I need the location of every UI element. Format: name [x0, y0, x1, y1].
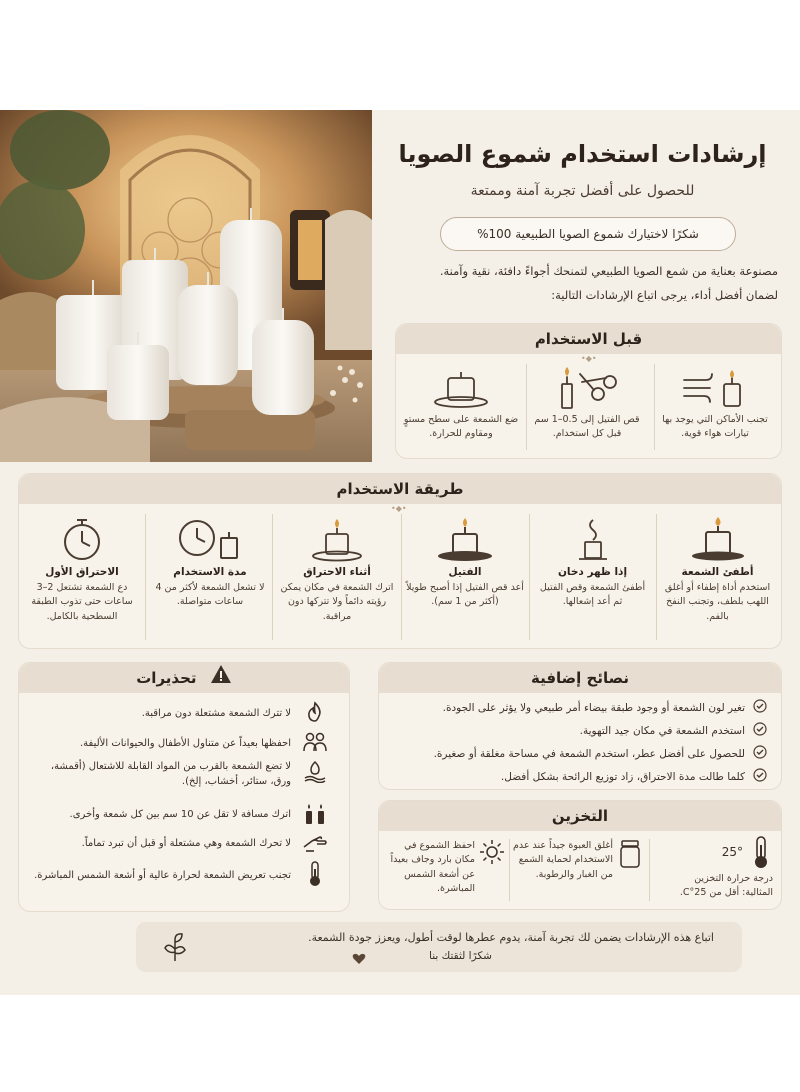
- usage-item-text: أطفئ الشمعة وقص الفتيل ثم أعد إشعالها.: [539, 582, 646, 608]
- tip-text: كلما طالت مدة الاحتراق، زاد توزيع الرائحة بشكل أفضل.: [500, 770, 745, 783]
- candle-snuffer-icon: [688, 516, 748, 562]
- usage-item-title: الاحتراق الأول: [45, 566, 119, 578]
- sun-icon: [479, 839, 505, 865]
- usage-item-first-burn: [23, 516, 141, 624]
- scissors-wick-icon: [552, 364, 622, 410]
- warning-text: تجنب تعريض الشمعة لحرارة عالية أو أشعة الشمس المباشرة.: [34, 870, 291, 881]
- warning-row: [33, 731, 329, 756]
- divider: [526, 364, 527, 450]
- usage-item-title: مدة الاستخدام: [173, 566, 247, 578]
- storage-text: درجة حرارة التخزين المثالية: أقل من 25°C.: [679, 873, 773, 899]
- usage-item-title: إذا ظهر دخان: [557, 566, 628, 578]
- page-title: إرشادات استخدام شموع الصويا: [398, 140, 767, 168]
- divider: [656, 514, 657, 640]
- warnings-header: [19, 663, 349, 693]
- usage-item-text: دع الشمعة تشتعل 2–3 ساعات حتى تذوب الطبقة السطحية بالكامل.: [31, 582, 133, 622]
- before-use-title: قبل الاستخدام: [396, 324, 781, 354]
- clock-candle-icon: [175, 516, 245, 562]
- usage-item-extinguish: [660, 516, 775, 624]
- family-icon: [301, 731, 329, 756]
- storage-panel: [378, 800, 782, 910]
- check-icon: [753, 768, 767, 785]
- tip-row: [393, 699, 767, 716]
- check-icon: [753, 699, 767, 716]
- warning-row: [33, 759, 329, 795]
- storage-item-temperature: [663, 835, 773, 901]
- wick-candle-icon: [435, 516, 495, 562]
- usage-item-title: الفتيل: [448, 566, 482, 578]
- divider-ornament: •◆•: [391, 504, 407, 513]
- tip-text: للحصول على أفضل عطر، استخدم الشمعة في مساحة مغلقة أو صغيرة.: [433, 747, 745, 760]
- heart-icon: [352, 953, 366, 965]
- temperature-badge: 25°: [721, 845, 743, 859]
- before-use-panel: [395, 323, 782, 459]
- intro-line-2: لضمان أفضل أداء، يرجى اتباع الإرشادات التالية:: [551, 288, 778, 302]
- storage-item-jar: [511, 839, 641, 882]
- warning-row: [33, 861, 329, 890]
- storage-title: التخزين: [379, 801, 781, 831]
- footer-line-2: شكرًا لثقتك بنا: [429, 950, 492, 962]
- warning-text: لا تضع الشمعة بالقرب من المواد القابلة للاشتعال (أقمشة، ورق، ستائر، أخشاب، إلخ).: [50, 761, 291, 787]
- divider: [509, 839, 510, 901]
- tip-row: [393, 768, 767, 785]
- before-use-text: قص الفتيل إلى 0.5–1 سم قبل كل استخدام.: [534, 414, 640, 440]
- burning-candle-icon: [307, 516, 367, 562]
- warning-text: لا تترك الشمعة مشتعلة دون مراقبة.: [141, 708, 291, 719]
- warnings-panel: [18, 662, 350, 912]
- warning-icon: [210, 664, 232, 694]
- warning-text: اترك مسافة لا تقل عن 10 سم بين كل شمعة وأخرى.: [69, 809, 291, 820]
- before-use-text: ضع الشمعة على سطح مستوٍ ومقاوم للحرارة.: [403, 414, 519, 440]
- smoke-candle-icon: [563, 516, 623, 562]
- usage-item-wick: [405, 516, 525, 610]
- usage-item-text: استخدم أداة إطفاء أو أغلق اللهب بلطف، وتجنب النفخ بالفم.: [664, 582, 771, 622]
- hand-icon: [301, 831, 329, 856]
- storage-item-sun: [381, 839, 505, 896]
- usage-item-title: أثناء الاحتراق: [303, 566, 371, 578]
- warnings-title: تحذيرات: [136, 669, 197, 687]
- flame-icon: [301, 701, 329, 726]
- usage-item-burning: [277, 516, 397, 624]
- thermometer-icon: [749, 835, 773, 869]
- usage-item-text: اترك الشمعة في مكان يمكن رؤيته دائماً ولا تتركها دون مراقبة.: [280, 582, 394, 622]
- thermometer-icon: [301, 861, 329, 890]
- page-subtitle: للحصول على أفضل تجربة آمنة وممتعة: [470, 183, 695, 199]
- divider: [272, 514, 273, 640]
- footer-banner: [136, 922, 742, 972]
- check-icon: [753, 722, 767, 739]
- stopwatch-icon: [52, 516, 112, 562]
- usage-item-text: لا تشعل الشمعة لأكثر من 4 ساعات متواصلة.: [155, 582, 265, 608]
- candle-plate-icon: [426, 364, 496, 410]
- tip-row: [393, 722, 767, 739]
- usage-item-duration: [151, 516, 269, 610]
- usage-item-title: أطفئ الشمعة: [681, 566, 754, 578]
- warning-row: [33, 831, 329, 856]
- warning-text: احفظها بعيداً عن متناول الأطفال والحيوانات الأليفة.: [80, 738, 291, 749]
- usage-item-text: أعد قص الفتيل إذا أصبح طويلاً (أكثر من 1 سم).: [406, 582, 524, 608]
- two-candles-icon: [301, 801, 329, 828]
- divider: [654, 364, 655, 450]
- storage-text: احفظ الشموع في مكان بارد وجاف بعيداً عن أشعة الشمس المباشرة.: [390, 840, 475, 894]
- storage-text: أغلق العبوة جيداً عند عدم الاستخدام لحماية الشمع من الغبار والرطوبة.: [512, 840, 613, 880]
- tip-text: استخدم الشمعة في مكان جيد التهوية.: [579, 724, 745, 737]
- before-use-item-surface: [403, 364, 519, 442]
- divider: [529, 514, 530, 640]
- divider: [649, 839, 650, 901]
- fire-hazard-icon: [301, 759, 329, 786]
- divider: [401, 514, 402, 640]
- leaf-icon: [162, 932, 188, 962]
- wind-candle-icon: [680, 364, 750, 410]
- thanks-pill: شكرًا لاختيارك شموع الصويا الطبيعية 100%: [440, 217, 736, 251]
- divider-ornament: •◆•: [581, 354, 597, 363]
- divider: [145, 514, 146, 640]
- before-use-text: تجنب الأماكن التي يوجد بها تيارات هواء قوية.: [662, 414, 768, 440]
- tip-row: [393, 745, 767, 762]
- usage-panel: [18, 473, 782, 649]
- footer-line-1: اتباع هذه الإرشادات يضمن لك تجربة آمنة، يدوم عطرها لوقت أطول، ويعزز جودة الشمعة.: [308, 931, 714, 944]
- warning-text: لا تحرك الشمعة وهي مشتعلة أو قبل أن تبرد تماماً.: [81, 838, 291, 849]
- intro-line-1: مصنوعة بعناية من شمع الصويا الطبيعي لتمنحك أجواءً دافئة، نقية وآمنة.: [439, 264, 778, 278]
- jar-icon: [619, 839, 641, 869]
- usage-title: طريقة الاستخدام: [19, 474, 781, 504]
- before-use-item-trim: [529, 364, 645, 442]
- tip-text: تغير لون الشمعة أو وجود طبقة بيضاء أمر طبيعي ولا يؤثر على الجودة.: [442, 701, 745, 714]
- warning-row: [33, 701, 329, 726]
- check-icon: [753, 745, 767, 762]
- before-use-item-wind: [657, 364, 773, 442]
- usage-item-smoke: [535, 516, 650, 610]
- warning-row: [33, 801, 329, 828]
- candles-photo: [0, 110, 372, 462]
- tips-title: نصائح إضافية: [379, 663, 781, 693]
- tips-panel: [378, 662, 782, 790]
